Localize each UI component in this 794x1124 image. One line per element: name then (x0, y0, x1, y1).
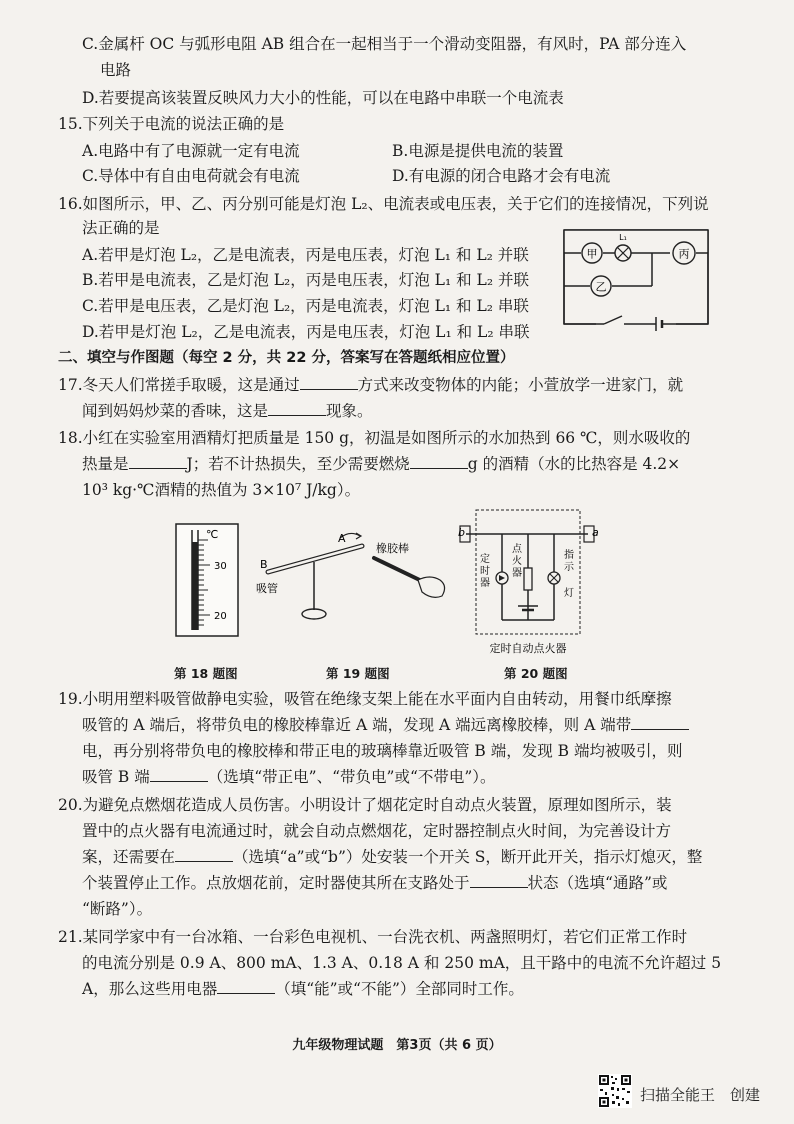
q14-option-c-line2: 电路 (100, 61, 132, 79)
page-footer: 九年级物理试题 第3页（共 6 页） (292, 1038, 502, 1053)
fig18-unit-label: ℃ (206, 528, 219, 541)
fig20-label-b: b (458, 526, 465, 539)
q16-label-l1: L₁ (619, 233, 627, 242)
q17-text-1: 17.冬天人们常搓手取暖，这是通过 (58, 376, 300, 394)
fig20-label-timer: 定时器 (480, 554, 490, 589)
fig19-caption: 第 19 题图 (326, 666, 390, 681)
q15-stem: 15.下列关于电流的说法正确的是 (58, 115, 285, 133)
q16-option-c: C.若甲是电压表，乙是灯泡 L₂，丙是电流表，灯泡 L₁ 和 L₂ 串联 (82, 297, 529, 315)
q16-option-b: B.若甲是电流表，乙是灯泡 L₂，丙是电压表，灯泡 L₁ 和 L₂ 并联 (82, 271, 529, 289)
q16-option-a: A.若甲是灯泡 L₂，乙是电流表，丙是电压表，灯泡 L₁ 和 L₂ 并联 (82, 246, 529, 264)
q16-label-bing: 丙 (678, 247, 690, 261)
q16-label-yi: 乙 (595, 280, 607, 294)
q20-text-6: 状态（选填“通路”或 (527, 874, 668, 892)
q19-line2 (82, 715, 689, 735)
q19-text-5: （选填“带正电”、“带负电”或“不带电”）。 (207, 768, 496, 786)
q17-text-2: 方式来改变物体的内能；小萱放学一进家门，就 (357, 376, 684, 394)
fig20-igniter-icon (524, 568, 532, 590)
fig20-label-igniter: 点火器 (512, 544, 522, 579)
q20-line1: 20.为避免点燃烟花造成人员伤害。小明设计了烟花定时自动点火装置，原理如图所示，装 (58, 796, 672, 814)
fig18-mercury-column (192, 542, 198, 630)
q18-line1: 18.小红在实验室用酒精灯把质量是 150 g，初温是如图所示的水加热到 66 ℃，则水吸收的 (58, 429, 691, 447)
q19-blank-2[interactable] (150, 767, 208, 782)
fig20-igniter-circuit (452, 506, 604, 658)
q20-line5: “断路”）。 (82, 900, 153, 918)
fig18-tick-20: 20 (214, 611, 227, 622)
q18-text-3: J；若不计热损失，至少需要燃烧 (186, 455, 410, 473)
q17-blank-2[interactable] (268, 401, 326, 416)
q19-text-2: 吸管的 A 端后，将带负电的橡胶棒靠近 A 端，发现 A 端远离橡胶棒，则 A 端带 (82, 716, 632, 734)
fig18-thermometer (172, 520, 244, 640)
q16-stem-line1: 16.如图所示，甲、乙、丙分别可能是灯泡 L₂、电流表或电压表，关于它们的连接情况，下列说 (58, 195, 709, 213)
q20-blank-1[interactable] (175, 847, 233, 862)
q19-line1: 19.小明用塑料吸管做静电实验，吸管在绝缘支架上能在水平面内自由转动，用餐巾纸摩擦 (58, 690, 672, 708)
q18-line2 (82, 454, 680, 474)
fig19-label-B: B (260, 558, 268, 571)
q19-blank-1[interactable] (631, 715, 689, 730)
q17-line1 (58, 375, 683, 395)
fig20-label-a: a (592, 526, 599, 539)
scanner-watermark: 扫描全能王 创建 (640, 1086, 761, 1104)
q18-blank-2[interactable] (410, 454, 468, 469)
q18-line3: 10³ kg·℃酒精的热值为 3×10⁷ J/kg）。 (82, 481, 361, 499)
q15-option-a: A.电路中有了电源就一定有电流 (82, 142, 300, 160)
q19-line4 (82, 767, 496, 787)
q18-text-2: 热量是 (82, 455, 129, 473)
q17-blank-1[interactable] (300, 375, 358, 390)
q17-line2 (82, 401, 373, 421)
q19-text-4: 吸管 B 端 (82, 768, 150, 786)
q15-option-c: C.导体中有自由电荷就会有电流 (82, 167, 300, 185)
fig20-title: 定时自动点火器 (489, 642, 567, 655)
q21-line1: 21.某同学家中有一台冰箱、一台彩色电视机、一台洗衣机、两盏照明灯，若它们正常工作时 (58, 928, 688, 946)
fig18-tick-30: 30 (214, 561, 227, 572)
fig20-caption: 第 20 题图 (504, 666, 568, 681)
q20-line4 (82, 873, 667, 893)
q21-text-3: A，那么这些用电器 (82, 980, 218, 998)
q21-line2: 的电流分别是 0.9 A、800 mA、1.3 A、0.18 A 和 250 mA，且干路中的电流不允许超过 5 (82, 954, 722, 972)
fig20-label-lamp: 指示灯 (564, 550, 574, 599)
q14-option-c-line1: C.金属杆 OC 与弧形电阻 AB 组合在一起相当于一个滑动变阻器，有风时，PA 部分连入 (82, 35, 687, 53)
q14-option-d: D.若要提高该装置反映风力大小的性能，可以在电路中串联一个电流表 (82, 89, 564, 107)
q20-line3 (82, 847, 702, 867)
q16-stem-line2: 法正确的是 (82, 219, 160, 237)
q21-line3 (82, 979, 524, 999)
fig19-hand-icon (418, 577, 445, 597)
q20-text-3: 案，还需要在 (82, 848, 176, 866)
fig19-rotation-arrow-icon (356, 533, 361, 539)
q18-text-4: g 的酒精（水的比热容是 4.2× (467, 455, 681, 473)
qr-code-icon (598, 1074, 632, 1108)
q16-option-d: D.若甲是灯泡 L₂，乙是电流表，丙是电压表，灯泡 L₁ 和 L₂ 串联 (82, 323, 530, 341)
fig18-caption: 第 18 题图 (174, 666, 238, 681)
fig19-label-rod: 橡胶棒 (376, 542, 409, 555)
q18-blank-1[interactable] (129, 454, 187, 469)
q15-option-b: B.电源是提供电流的装置 (392, 142, 564, 160)
q17-text-3: 闻到妈妈炒菜的香味，这是 (82, 402, 269, 420)
q20-blank-2[interactable] (470, 873, 528, 888)
fig19-label-straw: 吸管 (256, 582, 278, 595)
q20-text-4: （选填“a”或“b”）处安装一个开关 S，断开此开关，指示灯熄灭，整 (233, 848, 703, 866)
q20-line2: 置中的点火器有电流通过时，就会自动点燃烟花，定时器控制点火时间，为完善设计方 (82, 822, 672, 840)
fig19-label-A: A (338, 532, 346, 545)
fig19-straw-rod (252, 528, 458, 640)
q21-blank-1[interactable] (217, 979, 275, 994)
q16-circuit-figure (556, 222, 716, 332)
q21-text-4: （填“能”或“不能”）全部同时工作。 (275, 980, 524, 998)
q17-text-4: 现象。 (326, 402, 373, 420)
section-2-heading: 二、填空与作图题（每空 2 分，共 22 分，答案写在答题纸相应位置） (58, 350, 515, 366)
q16-label-jia: 甲 (586, 247, 598, 261)
q19-line3: 电，再分别将带负电的橡胶棒和带正电的玻璃棒靠近吸管 B 端，发现 B 端均被吸引，则 (82, 742, 683, 760)
q15-option-d: D.有电源的闭合电路才会有电流 (392, 167, 611, 185)
q20-text-5: 个装置停止工作。点放烟花前，定时器使其所在支路处于 (82, 874, 470, 892)
